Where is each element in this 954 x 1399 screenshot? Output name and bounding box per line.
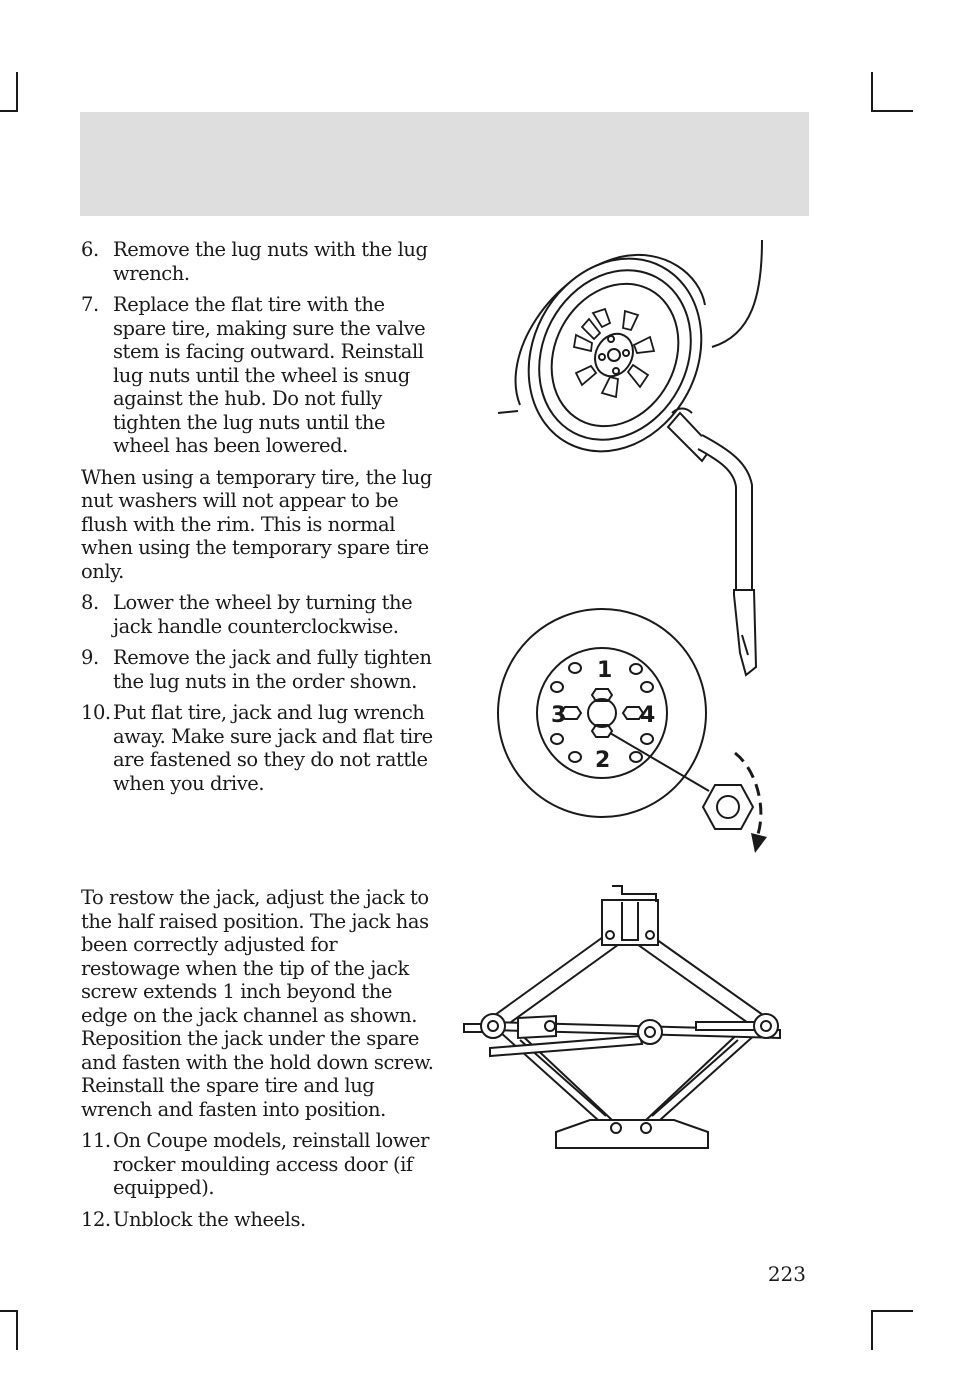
text-column-top: [81, 238, 437, 803]
step-text: Lower the wheel by turning the jack handle counterclockwise.: [113, 591, 413, 638]
step-6: [81, 238, 437, 285]
scissor-jack-illustration: [460, 880, 805, 1155]
step-9: [81, 646, 437, 693]
step-10: [81, 701, 437, 795]
step-number: 6.: [81, 238, 99, 261]
step-text: Remove the lug nuts with the lug wrench.: [113, 238, 428, 285]
crop-mark-top-left-v: [16, 72, 18, 112]
step-number: 7.: [81, 293, 99, 316]
step-11: [81, 1129, 437, 1200]
crop-mark-bottom-right-v: [871, 1310, 873, 1350]
restow-instructions: To restow the jack, adjust the jack to the half raised position. The jack has been correctly adjusted for restowage when the tip of the jack screw extends 1 inch beyond the edge on the jack channel as shown. Reposition the jack under the spare and fasten with the hold down screw. Reinstall the spare tire and lug wrench and fasten into position.: [81, 886, 434, 1121]
page-number: 223: [767, 1262, 806, 1286]
step-text: Replace the flat tire with the spare tire, making sure the valve stem is facing outward. Reinstall lug nuts until the wheel is snug against the hub. Do not fully tighten the lug nuts until the wheel has been lowered.: [113, 293, 426, 457]
text-column-bottom: [81, 886, 437, 1239]
crop-mark-top-right-v: [871, 72, 873, 112]
step-text: Unblock the wheels.: [113, 1207, 306, 1231]
lug-order-label-3: 3: [551, 703, 567, 728]
step-number: 8.: [81, 591, 99, 614]
step-7: [81, 293, 437, 458]
crop-mark-top-right-h: [871, 110, 913, 112]
lug-order-label-4: 4: [640, 703, 656, 728]
lug-order-label-2: 2: [595, 748, 611, 773]
step-text: On Coupe models, reinstall lower rocker moulding access door (if equipped).: [113, 1129, 430, 1199]
step-number: 10.: [81, 701, 111, 724]
step-8: [81, 591, 437, 638]
crop-mark-top-left-h: [0, 110, 18, 112]
lug-order-label-1: 1: [597, 658, 613, 683]
step-number: 9.: [81, 646, 99, 669]
temp-tire-note: When using a temporary tire, the lug nut washers will not appear to be flush with the rim. This is normal when using the temporary spare tire only.: [81, 465, 432, 583]
step-12: [81, 1208, 437, 1232]
step-text: Put flat tire, jack and lug wrench away. Make sure jack and flat tire are fastened so they do not rattle when you drive.: [113, 701, 433, 795]
step-text: Remove the jack and fully tighten the lug nuts in the order shown.: [113, 646, 432, 693]
step-number: 12.: [81, 1207, 111, 1231]
lug-nut-order-illustration: [495, 605, 785, 860]
step-number: 11.: [81, 1129, 111, 1152]
header-band: [80, 112, 809, 216]
crop-mark-bottom-right-h: [871, 1310, 913, 1312]
crop-mark-bottom-left-v: [16, 1310, 18, 1350]
